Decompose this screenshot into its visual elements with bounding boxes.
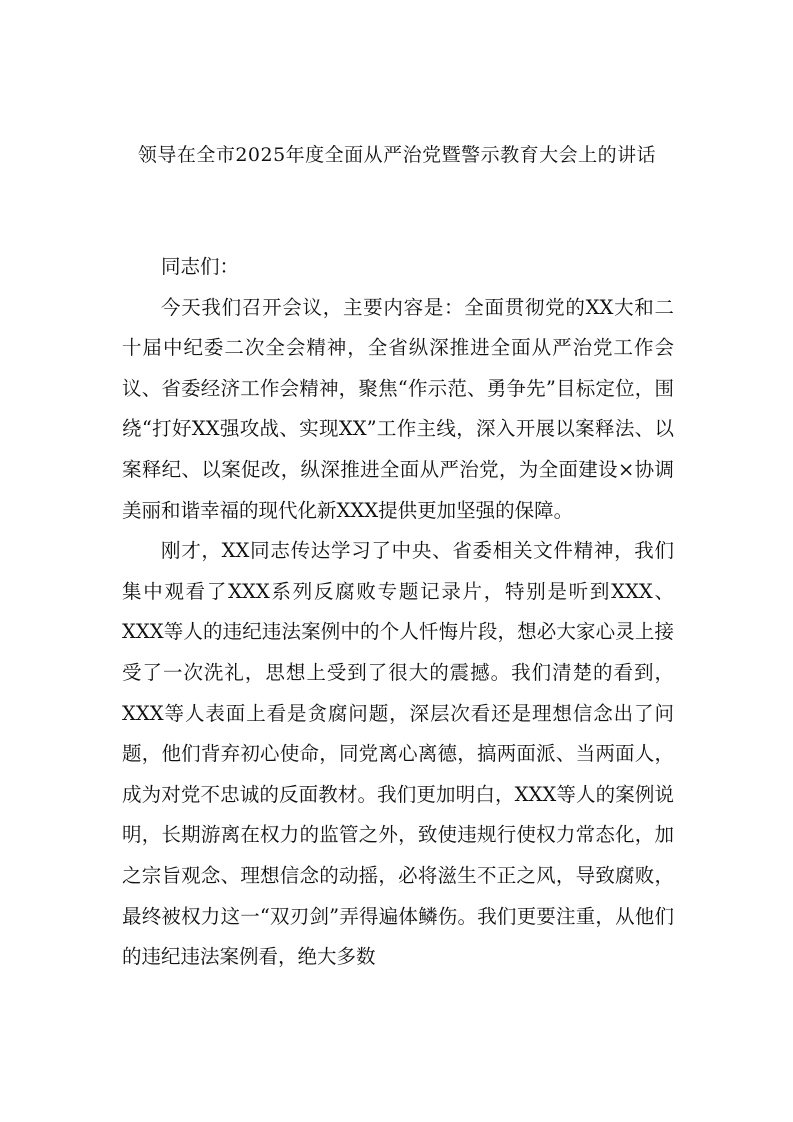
paragraph-1: 今天我们召开会议，主要内容是：全面贯彻党的XX大和二十届中纪委二次全会精神，全省纵深推进全面从严治党工作会议、省委经济工作会精神，聚焦“作示范、勇争先”目标定位，围绕“打好XX强攻战、实现XX”工作主线，深入开展以案释法、以案释纪、以案促改，纵深推进全面从严治党，为全面建设×协调美丽和谐幸福的现代化新XXX提供更加坚强的保障。: [122, 295, 674, 522]
document-body: [122, 247, 674, 978]
document-title: 领导在全市2025年度全面从严治党暨警示教育大会上的讲话: [137, 144, 657, 166]
salutation: 同志们：: [161, 255, 240, 278]
paragraph-2: 刚才，XX同志传达学习了中央、省委相关文件精神，我们集中观看了XXX系列反腐败专题记录片，特别是听到XXX、XXX等人的违纪违法案例中的个人忏悔片段，想必大家心灵上接受了一次洗礼，思想上受到了很大的震撼。我们清楚的看到，XXX等人表面上看是贪腐问题，深层次看还是理想信念出了问题，他们背弃初心使命，同党离心离德，搞两面派、当两面人，成为对党不忠诚的反面教材。我们更加明白，XXX等人的案例说明，长期游离在权力的监管之外，致使违规行使权力常态化，加之宗旨观念、理想信念的动摇，必将滋生不正之风，导致腐败，最终被权力这一“双刃剑”弄得遍体鳞伤。我们更要注重，从他们的违纪违法案例看，绝大多数: [122, 539, 674, 969]
